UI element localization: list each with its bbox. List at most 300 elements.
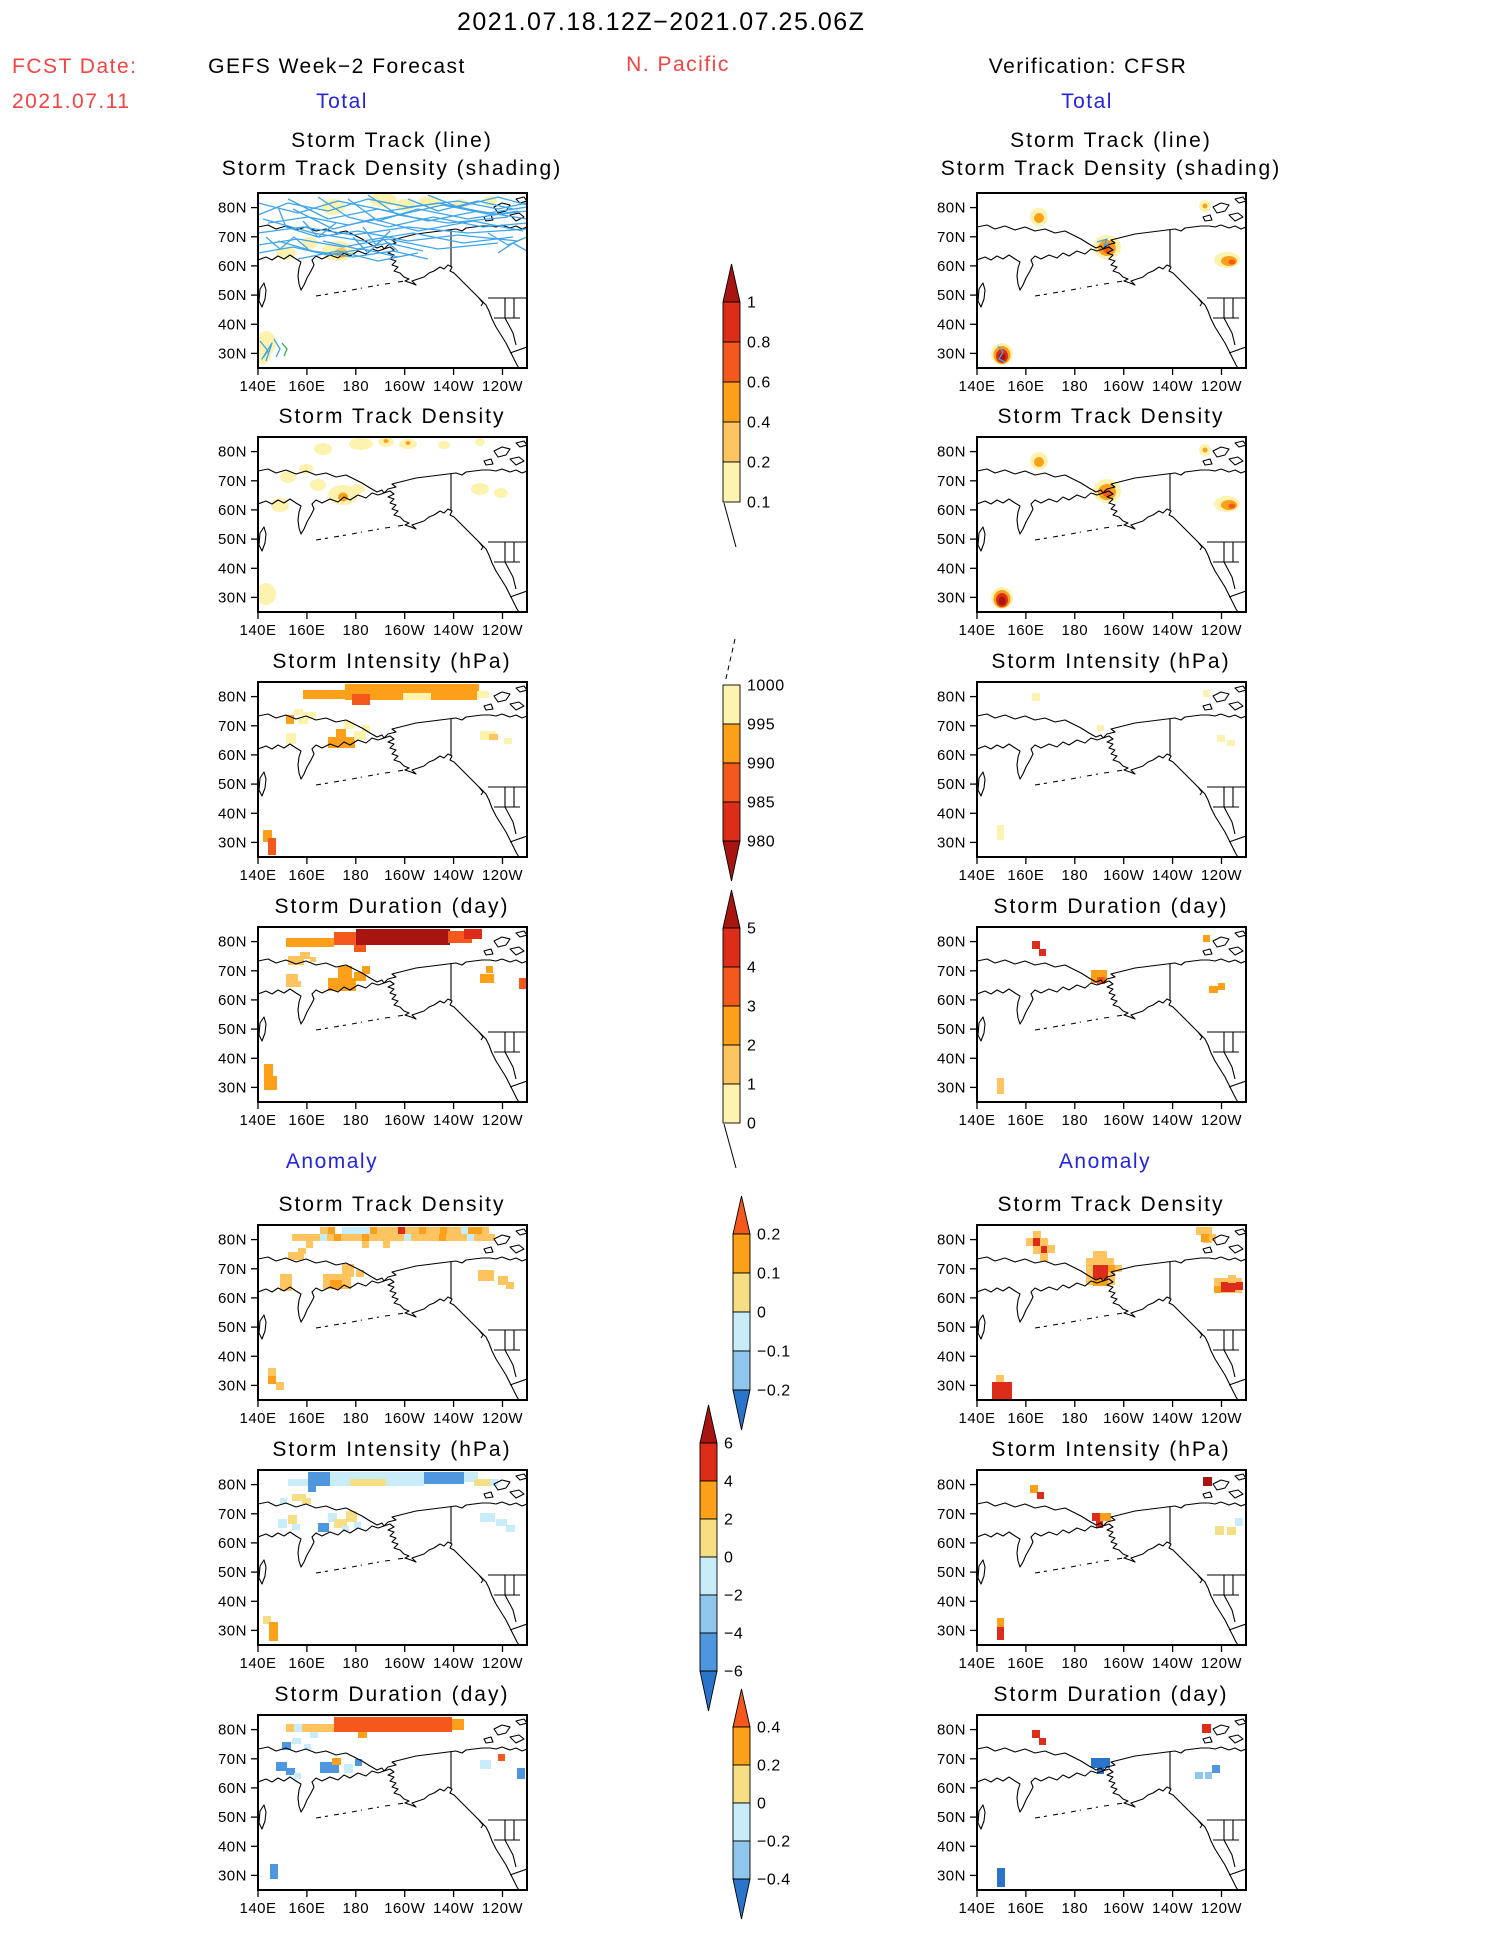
map-plot-area [937,437,1246,639]
map-gefs-anomaly-track-density [212,1213,547,1428]
shading-cell [268,1376,276,1384]
coastline [1198,1820,1202,1828]
lat-tick-label: 70N [936,228,966,246]
panel-title-line: Storm Duration (day) [274,895,510,918]
lon-tick-label: 160E [1007,1900,1045,1917]
lon-tick-label: 160W [1103,1655,1145,1672]
colorbar-tick-label: 0.4 [757,1719,781,1737]
coastline [505,807,516,834]
shading-cell [467,1234,474,1241]
panel-title-line: Storm Track (line) [1010,129,1212,152]
shading-blob [349,438,373,450]
lat-tick-label: 70N [936,1260,966,1278]
colorbar-segment [700,1481,717,1519]
shading-cell [489,734,498,740]
map-plot-area [218,193,527,395]
colorbar-segment [723,422,740,462]
colorbar-tick-label: 0.1 [757,1265,781,1283]
coastline [510,1624,527,1630]
left-model-title: GEFS Week−2 Forecast [208,55,466,78]
coastline [1213,1480,1229,1490]
coastline [1103,1502,1246,1526]
shading-cell [424,1472,464,1484]
shading-cell [997,825,1004,840]
shading-cell [1030,1485,1038,1493]
shading-cell [474,1234,488,1241]
shading-blob [1034,213,1044,223]
shading-cell [350,1479,386,1486]
colorbar-tick-label: −4 [724,1625,744,1643]
colorbar-segment [723,462,740,502]
lat-tick-label: 30N [936,834,966,852]
lon-tick-label: 120W [1200,378,1243,395]
lat-tick-label: 60N [936,1534,966,1552]
aleutian-islands-coastline [316,1558,405,1573]
coastline [510,1735,524,1743]
coastline [977,1257,1103,1322]
aleutian-islands-coastline [1035,1803,1124,1818]
shading-cell [276,1762,287,1771]
colorbar-segment [723,302,740,342]
shading-cell [310,1732,318,1738]
lat-tick-label: 70N [217,1750,247,1768]
coastline [1103,1257,1246,1281]
shading-cell [464,929,482,939]
lat-tick-label: 50N [936,1021,966,1039]
right-model-title: Verification: CFSR [988,55,1188,78]
coastline [1103,1747,1246,1771]
colorbar-segment [723,802,740,841]
coastline [505,1595,516,1622]
map-cfsr-anomaly-duration [931,1703,1266,1918]
colorbar-tick-label: 0.2 [757,1226,781,1244]
map-plot-area [937,1470,1246,1672]
map-plot-area [937,1225,1246,1427]
shading-cell [292,1524,300,1530]
shading-cell [362,1241,369,1248]
shading-cell [308,1472,330,1486]
coastline [1229,347,1246,353]
coastline [1229,1379,1246,1385]
panel-title-line: Storm Track Density (shading) [940,157,1282,180]
shading-cell [354,945,366,952]
coastline [484,949,493,955]
lon-tick-label: 140W [1152,1410,1194,1427]
coastline [1203,949,1212,955]
coastline [484,704,493,710]
lon-tick-label: 120W [481,1655,524,1672]
colorbar-tick-label: 995 [747,716,776,734]
coastline [1213,692,1229,702]
lat-tick-label: 40N [936,1348,966,1366]
lat-tick-label: 70N [936,962,966,980]
colorbar-segment [723,1084,740,1123]
lat-tick-label: 40N [217,1348,247,1366]
map-gefs-total-duration [212,915,547,1130]
colorbar-segment [723,1045,740,1084]
coastline-layer [258,441,527,612]
shading-cell [1040,1238,1048,1246]
shading-cell [426,1227,440,1234]
aleutian-islands-coastline [316,525,405,540]
lon-tick-label: 160E [1007,1112,1045,1129]
lon-tick-label: 140W [433,622,475,639]
shading-cell [344,1764,353,1773]
shading-cell [1039,1738,1046,1745]
lat-tick-label: 70N [217,717,247,735]
shading-cell [1203,1477,1212,1486]
lon-tick-label: 160W [384,622,426,639]
panel-title-line: Storm Intensity (hPa) [272,1438,512,1461]
coastline-layer [977,197,1246,368]
map-cfsr-total-track-line [931,181,1266,396]
shading-cell [997,1078,1004,1094]
shading-cell [440,1227,447,1234]
coastline [259,772,266,796]
shading-cell [308,1486,316,1492]
coastline [258,1502,384,1567]
shading-cell [506,1525,515,1532]
shading-cell [478,1270,494,1281]
coastline [494,447,510,457]
coastline [1224,1052,1235,1079]
shading-cell [1228,1275,1236,1283]
lat-tick-label: 70N [217,1505,247,1523]
lat-tick-label: 60N [217,991,247,1009]
lon-tick-label: 180 [1061,622,1089,639]
shading-blob [351,484,365,494]
shading-cell [288,1515,297,1524]
coastline [484,1492,493,1498]
lat-tick-label: 60N [936,1779,966,1797]
region-label: N. Pacific [626,53,730,76]
lon-tick-label: 180 [342,867,370,884]
shading-cell [997,1868,1005,1887]
colorbar-tick-label: −0.2 [757,1833,791,1851]
aleutian-islands-coastline [316,1803,405,1818]
colorbar-tick-label: 0 [757,1795,767,1813]
colorbar-tick-label: 0.1 [747,494,771,512]
lat-tick-label: 30N [936,1079,966,1097]
lat-tick-label: 60N [936,501,966,519]
lat-tick-label: 40N [217,805,247,823]
colorbar-arrow-up [723,264,740,302]
shading-blob [475,438,485,446]
map-gefs-total-track-line [212,181,547,396]
shading-cell [1196,1227,1204,1235]
coastline [1198,1330,1202,1338]
lon-tick-label: 140E [239,378,277,395]
lon-tick-label: 160W [1103,867,1145,884]
shading-cell [992,1382,1012,1399]
shading-cell [403,684,479,693]
shading-cell [496,1519,507,1526]
coastline [516,1474,527,1480]
coastline [484,1737,493,1743]
coastline [484,1247,493,1253]
shading-cell [302,1498,311,1504]
shading-cell [1092,1513,1100,1521]
coastline [977,1747,1103,1812]
shading-cell [506,1282,514,1289]
coastline [1229,1869,1246,1875]
lon-tick-label: 140W [1152,1655,1194,1672]
figure-title: 2021.07.18.12Z−2021.07.25.06Z [457,8,866,36]
shading-cell [480,1760,491,1769]
coastline [258,714,384,779]
shading-cell [268,838,276,855]
shading-blob [271,498,289,512]
lat-tick-label: 80N [217,1721,247,1739]
shading-blob [999,597,1006,606]
shading-cell [264,1064,273,1076]
lon-tick-label: 140W [433,867,475,884]
colorbar-tick-label: −6 [724,1663,744,1681]
shading-cell [377,1227,398,1234]
shading-cell [1214,1286,1221,1293]
shading-blob [1203,204,1208,209]
panel-title-line: Storm Track Density [997,1193,1225,1216]
coastline-layer [977,441,1246,612]
shading-cell [280,1274,292,1291]
lon-tick-label: 180 [1061,1410,1089,1427]
coastline [479,1575,483,1583]
lat-tick-label: 60N [936,991,966,1009]
shading-blob [1203,448,1208,453]
coastline [1198,1032,1202,1040]
lon-tick-label: 160W [384,867,426,884]
shading-cell [1040,1245,1048,1253]
lat-tick-label: 50N [217,776,247,794]
shading-cell [306,1241,313,1248]
lat-tick-label: 30N [936,1377,966,1395]
lon-tick-label: 160E [288,867,326,884]
coastline [510,347,527,353]
coastline [1198,542,1202,550]
lon-tick-label: 160E [1007,622,1045,639]
shading-cell [1201,1234,1209,1242]
shading-cell [310,957,316,962]
lon-tick-label: 180 [342,1900,370,1917]
shading-cell [398,1227,405,1234]
lon-tick-label: 120W [481,1410,524,1427]
lon-tick-label: 160E [1007,1410,1045,1427]
shading-cell [996,1375,1004,1383]
coastline [259,527,266,551]
map-plot-area [937,927,1246,1129]
storm-track-line [498,243,527,253]
coastline [1229,1624,1246,1630]
colorbar-tick-label: 4 [724,1473,734,1491]
lon-tick-label: 160W [384,378,426,395]
shading-cell [997,1618,1004,1627]
lat-tick-label: 70N [936,717,966,735]
lon-tick-label: 120W [481,378,524,395]
colorbar-duration-anomaly-scale [698,1667,818,1939]
lon-tick-label: 160E [1007,867,1045,884]
coastline [259,1017,266,1041]
lon-tick-label: 180 [1061,1655,1089,1672]
coastline [516,441,527,447]
colorbar-tick-label: 0.4 [747,414,771,432]
panel-title-line: Storm Track Density [278,405,506,428]
shading-cell [276,1382,284,1390]
coastline [259,1560,266,1584]
coastline [1229,1245,1243,1253]
shading-cell [1033,1238,1041,1246]
coastline [977,714,1103,779]
coastline [978,1560,985,1584]
lat-tick-label: 50N [217,1564,247,1582]
lat-tick-label: 40N [936,805,966,823]
colorbar-arrow-up [723,890,740,928]
lat-tick-label: 50N [217,287,247,305]
shading-cell [320,1227,328,1234]
colorbar-tick-label: 3 [747,998,757,1016]
colorbar-segment [723,967,740,1006]
coastline-layer [977,1474,1246,1645]
fcst-date-label: FCST Date: [12,55,138,78]
shading-cell [338,966,352,980]
lat-tick-label: 40N [217,1838,247,1856]
lon-tick-label: 140E [958,1655,996,1672]
aleutian-islands-coastline [1035,1015,1124,1030]
lat-tick-label: 80N [936,1476,966,1494]
map-cfsr-anomaly-track-density [931,1213,1266,1428]
aleutian-islands-coastline [1035,770,1124,785]
shading-cell [517,1768,525,1779]
shading-cell [474,1479,490,1486]
colorbar-segment [723,685,740,724]
map-cfsr-total-track-density [931,425,1266,640]
coastline [505,1350,516,1377]
lon-tick-label: 140E [239,867,277,884]
lon-tick-label: 120W [481,867,524,884]
lon-tick-label: 160E [1007,1655,1045,1672]
shading-cell [1212,1765,1220,1773]
shading-cell [486,966,493,973]
coastline [1103,714,1246,738]
shading-cell [358,1732,367,1738]
shading-cell [1227,1527,1236,1535]
lat-tick-label: 80N [936,443,966,461]
colorbar-segment [733,1841,750,1879]
left-section-label-total: Total [316,90,368,113]
coastline [1203,215,1212,221]
shading-layer [256,437,508,605]
lat-tick-label: 60N [936,257,966,275]
coastline-layer [977,1719,1246,1890]
shading-cell [286,938,334,947]
lat-tick-label: 80N [936,933,966,951]
colorbar-segment [733,1273,750,1312]
lon-tick-label: 160E [288,622,326,639]
lat-tick-label: 80N [936,1721,966,1739]
colorbar-tail-line [724,503,736,547]
lat-tick-label: 40N [936,316,966,334]
shading-cell [1093,1251,1107,1258]
colorbar-tick-label: 1 [747,1076,757,1094]
lon-tick-label: 140W [433,1112,475,1129]
colorbar-tick-label: 0.6 [747,374,771,392]
colorbar-segment [723,928,740,967]
colorbar-tick-label: 1 [747,294,757,312]
lat-tick-label: 30N [936,345,966,363]
panel-title [162,127,622,183]
shading-cell [362,1234,369,1241]
coastline [494,937,510,947]
shading-blob [314,443,332,455]
colorbar-tick-label: 0.8 [747,334,771,352]
lat-tick-label: 60N [217,257,247,275]
coastline [510,836,527,842]
lat-tick-label: 70N [936,1505,966,1523]
coastline [1213,937,1229,947]
lon-tick-label: 140E [958,1900,996,1917]
colorbar-segment [700,1519,717,1557]
coastline [258,1747,384,1812]
colorbar-segment [733,1765,750,1803]
colorbar-tick-label: 0 [724,1549,734,1567]
coastline [1224,562,1235,589]
lat-tick-label: 50N [936,776,966,794]
colorbar-tick-label: 4 [747,959,757,977]
shading-cell [342,1227,370,1234]
coastline [1224,1595,1235,1622]
coastline [1203,1492,1212,1498]
left-section-label-anomaly: Anomaly [285,1150,379,1173]
shading-cell [468,1227,482,1234]
shading-cell [1235,1518,1243,1526]
lat-tick-label: 40N [217,560,247,578]
coastline [510,1081,527,1087]
shading-cell [328,1227,335,1234]
colorbar-density-total-scale [688,242,808,562]
colorbar-arrow-up [700,1405,717,1443]
lat-tick-label: 60N [217,1534,247,1552]
lat-tick-label: 80N [217,1476,247,1494]
shading-cell [1203,935,1210,942]
colorbar-tick-label: 0.2 [747,454,771,472]
coastline [1203,1737,1212,1743]
shading-blob [406,441,411,445]
coastline [505,562,516,589]
shading-cell [1203,690,1210,697]
lon-tick-label: 160W [384,1655,426,1672]
aleutian-islands-coastline [1035,281,1124,296]
coastline [1198,1575,1202,1583]
coastline [977,1502,1103,1567]
shading-cell [1202,1724,1211,1733]
map-plot-area [218,1470,527,1672]
shading-cell [504,738,512,744]
coastline [479,1032,483,1040]
shading-cell [997,1627,1004,1640]
panel-title-line: Storm Track Density [997,405,1225,428]
lon-tick-label: 140W [433,1900,475,1917]
shading-cell [1047,1245,1055,1253]
shading-layer [255,193,497,364]
aleutian-islands-coastline [1035,525,1124,540]
shading-cell [354,731,366,740]
shading-cell [286,1724,334,1732]
coastline [384,714,527,738]
shading-cell [488,1234,495,1241]
lat-tick-label: 60N [217,746,247,764]
shading-cell [303,690,347,699]
coastline [516,1229,527,1235]
lat-tick-label: 60N [217,501,247,519]
